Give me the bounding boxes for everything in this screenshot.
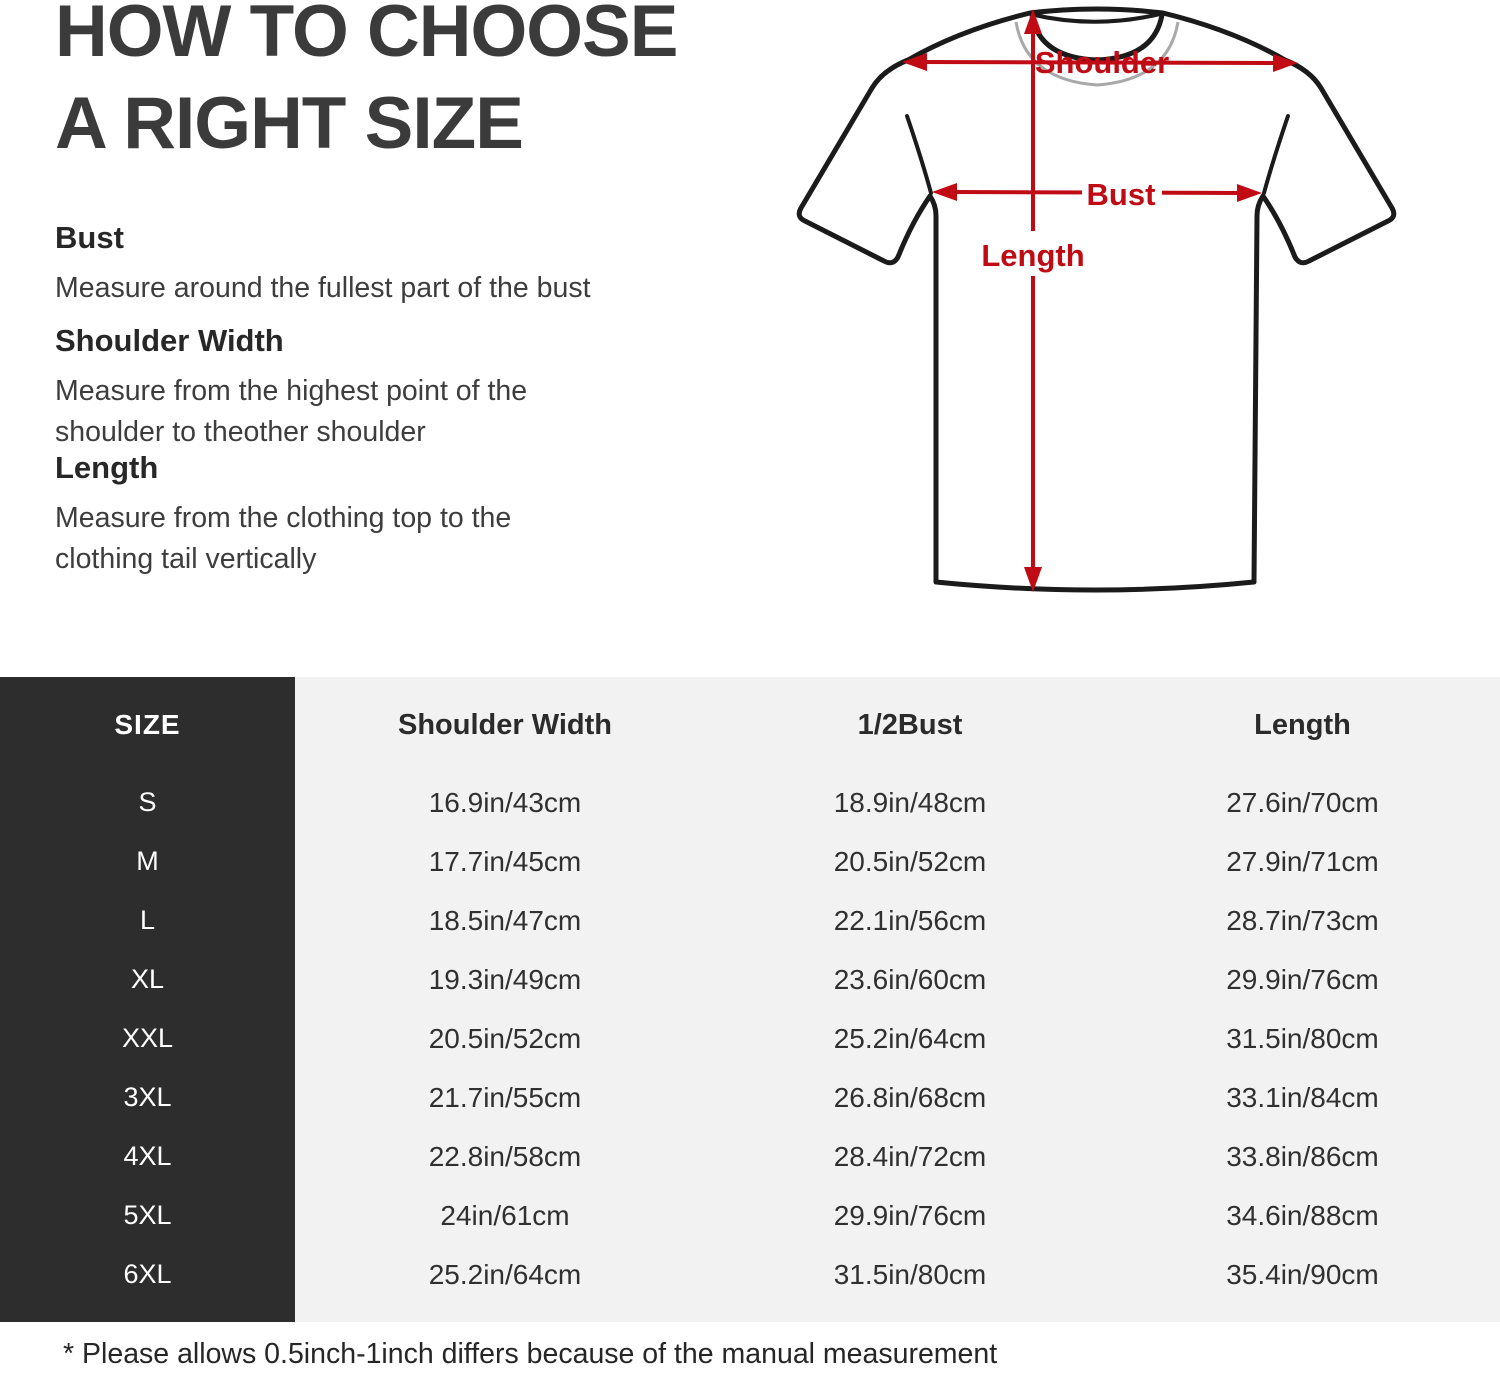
table-cell: 27.9in/71cm [1226, 845, 1379, 877]
measurement-disclaimer: * Please allows 0.5inch-1inch differs because of the manual measurement [63, 1338, 998, 1370]
table-cell: 28.7in/73cm [1226, 904, 1379, 936]
size-label: XXL [121, 1023, 174, 1053]
instruction-shoulder-text: Measure from the highest point of the shoulder to theother shoulder [55, 375, 528, 448]
instruction-bust-heading: Bust [55, 220, 124, 255]
table-cell: 17.7in/45cm [428, 845, 582, 877]
page-title [55, 0, 677, 170]
size-label: M [136, 846, 159, 876]
table-cell: 19.3in/49cm [428, 963, 582, 995]
table-cell: 27.6in/70cm [1226, 786, 1379, 818]
bust-arrow-label: Bust [1086, 177, 1156, 212]
table-cell: 33.1in/84cm [1226, 1081, 1379, 1113]
instruction-bust [55, 220, 591, 309]
table-cell: 26.8in/68cm [833, 1081, 987, 1113]
table-cell: 16.9in/43cm [428, 786, 582, 818]
column-header-half-bust: 1/2Bust [857, 708, 963, 741]
table-cell: 23.6in/60cm [833, 963, 987, 995]
table-cell: 18.5in/47cm [428, 904, 582, 936]
instruction-length-heading: Length [55, 450, 159, 485]
table-cell: 29.9in/76cm [1226, 963, 1379, 995]
table-cell: 21.7in/55cm [428, 1081, 582, 1113]
table-cell: 20.5in/52cm [833, 845, 987, 877]
table-cell: 18.9in/48cm [833, 786, 987, 818]
table-cell: 33.8in/86cm [1226, 1140, 1379, 1172]
length-arrow-label: Length [981, 238, 1085, 273]
size-label: 5XL [123, 1200, 172, 1230]
size-label: L [139, 905, 156, 935]
table-cell: 28.4in/72cm [833, 1140, 987, 1172]
table-cell: 35.4in/90cm [1226, 1258, 1379, 1290]
table-cell: 34.6in/88cm [1226, 1199, 1379, 1231]
table-cell: 20.5in/52cm [428, 1022, 582, 1054]
column-header-size: SIZE [114, 709, 181, 740]
size-label: 6XL [123, 1259, 172, 1289]
size-label: 3XL [123, 1082, 172, 1112]
size-label: 4XL [123, 1141, 172, 1171]
instruction-shoulder-heading: Shoulder Width [55, 323, 284, 358]
column-header-length: Length [1254, 708, 1351, 741]
instruction-shoulder-width [55, 323, 527, 453]
table-cell: 31.5in/80cm [1226, 1022, 1379, 1054]
column-header-shoulder-width: Shoulder Width [398, 708, 612, 741]
table-cell: 31.5in/80cm [833, 1258, 987, 1290]
tshirt-outline [799, 9, 1394, 590]
page-title-line2: A RIGHT SIZE [55, 83, 523, 164]
size-table [0, 677, 1500, 1322]
table-cell: 25.2in/64cm [833, 1022, 987, 1054]
instruction-bust-text: Measure around the fullest part of the bust [55, 272, 591, 304]
tshirt-measurement-diagram [780, 0, 1420, 620]
instruction-length-text: Measure from the clothing top to the clothing tail vertically [55, 502, 512, 575]
table-cell: 22.8in/58cm [428, 1140, 582, 1172]
instruction-length [55, 450, 511, 580]
size-label: S [138, 787, 157, 817]
table-cell: 25.2in/64cm [428, 1258, 582, 1290]
table-cell: 24in/61cm [440, 1199, 570, 1231]
page-title-line1: HOW TO CHOOSE [55, 0, 678, 72]
size-table-grid [0, 677, 1500, 1304]
table-cell: 29.9in/76cm [833, 1199, 987, 1231]
size-label: XL [130, 964, 165, 994]
table-cell: 22.1in/56cm [833, 904, 987, 936]
shoulder-arrow-label: Shoulder [1034, 45, 1170, 80]
